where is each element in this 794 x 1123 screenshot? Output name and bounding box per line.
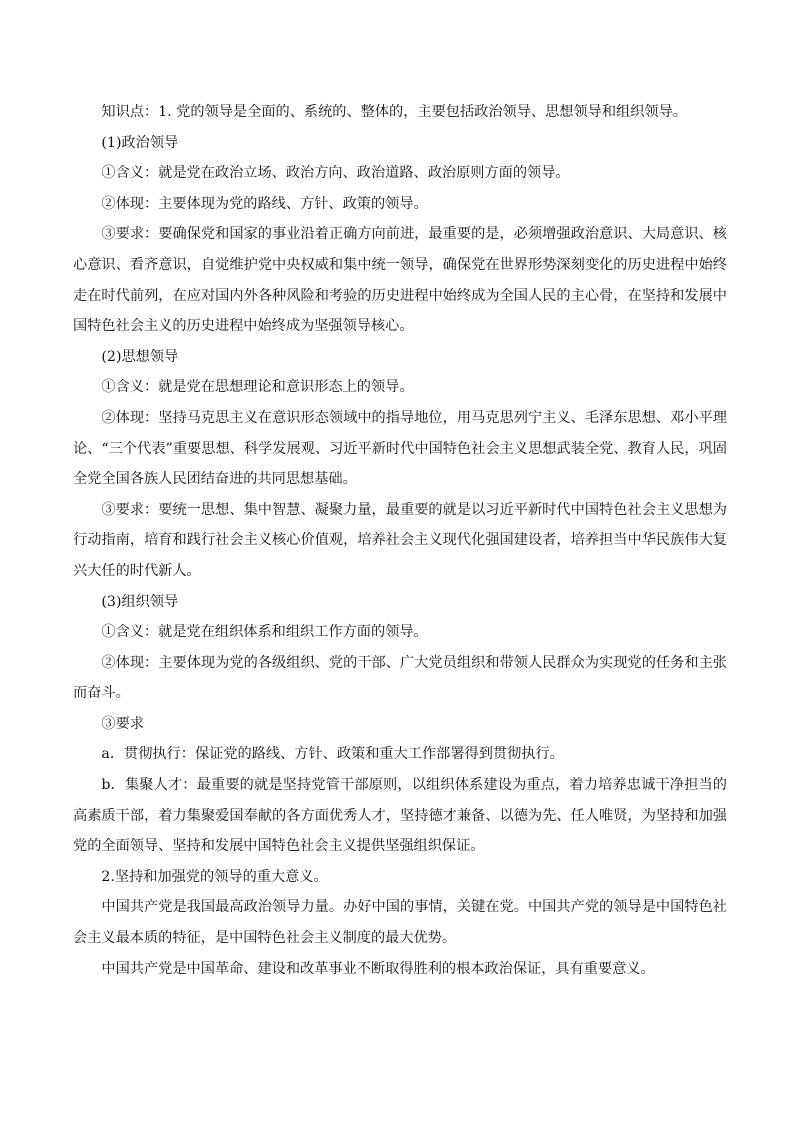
heading-ideological-leadership: (2)思想领导 xyxy=(101,348,179,365)
heading-political-leadership: (1)政治领导 xyxy=(101,134,179,151)
paragraph-organizational-requirement: ③要求 xyxy=(101,715,144,732)
heading-significance: 2.坚持和加强党的领导的重大意义。 xyxy=(101,868,328,885)
paragraph-ideological-requirement: ③要求：要统一思想、集中智慧、凝聚力量，最重要的就是以习近平新时代中国特色社会主义思想为行动指南，培育和践行社会主义核心价值观，培养社会主义现代化强国建设者，培养担当中华民族伟大复兴大任的时代新人。 xyxy=(73,501,727,579)
paragraph-gather-talent: b．集聚人才：最重要的就是坚持党管干部原则，以组织体系建设为重点，着力培养忠诚干净担当的高素质干部，着力集聚爱国奉献的各方面优秀人才，坚持德才兼备、以德为先、任人唯贤，为坚持和加强党的全面领导、坚持和发展中国特色社会主义提供坚强组织保证。 xyxy=(73,777,727,855)
paragraph-significance-2: 中国共产党是中国革命、建设和改革事业不断取得胜利的根本政治保证，具有重要意义。 xyxy=(101,960,655,977)
paragraph-significance-1: 中国共产党是我国最高政治领导力量。办好中国的事情，关键在党。中国共产党的领导是中国特色社会主义最本质的特征，是中国特色社会主义制度的最大优势。 xyxy=(73,899,727,947)
paragraph-ideological-embodiment: ②体现：坚持马克思主义在意识形态领域中的指导地位，用马克思列宁主义、毛泽东思想、邓小平理论、“三个代表”重要思想、科学发展观、习近平新时代中国特色社会主义思想武装全党、教育人民，巩固全党全国各族人民团结奋进的共同思想基础。 xyxy=(73,409,727,488)
paragraph-knowledge-point: 知识点：1. 党的领导是全面的、系统的、整体的，主要包括政治领导、思想领导和组织领导。 xyxy=(101,104,687,120)
paragraph-organizational-meaning: ①含义：就是党在组织体系和组织工作方面的领导。 xyxy=(101,624,428,641)
paragraph-implement: a．贯彻执行：保证党的路线、方针、政策和重大工作部署得到贯彻执行。 xyxy=(101,746,564,763)
paragraph-organizational-embodiment: ②体现：主要体现为党的各级组织、党的干部、广大党员组织和带领人民群众为实现党的任务和主张而奋斗。 xyxy=(73,654,727,702)
document-body xyxy=(73,97,727,984)
paragraph-ideological-meaning: ①含义：就是党在思想理论和意识形态上的领导。 xyxy=(101,379,414,396)
heading-organizational-leadership: (3)组织领导 xyxy=(101,593,179,610)
paragraph-political-requirement: ③要求：要确保党和国家的事业沿着正确方向前进，最重要的是，必须增强政治意识、大局意识、核心意识、看齐意识，自觉维护党中央权威和集中统一领导，确保党在世界形势深刻变化的历史进程中始终走在时代前列，在应对国内外各种风险和考验的历史进程中始终成为全国人民的主心骨，在坚持和发展中国特色社会主义的历史进程中始终成为坚强领导核心。 xyxy=(73,226,727,335)
paragraph-political-meaning: ①含义：就是党在政治立场、政治方向、政治道路、政治原则方面的领导。 xyxy=(101,165,570,182)
paragraph-political-embodiment: ②体现：主要体现为党的路线、方针、政策的领导。 xyxy=(101,195,428,212)
